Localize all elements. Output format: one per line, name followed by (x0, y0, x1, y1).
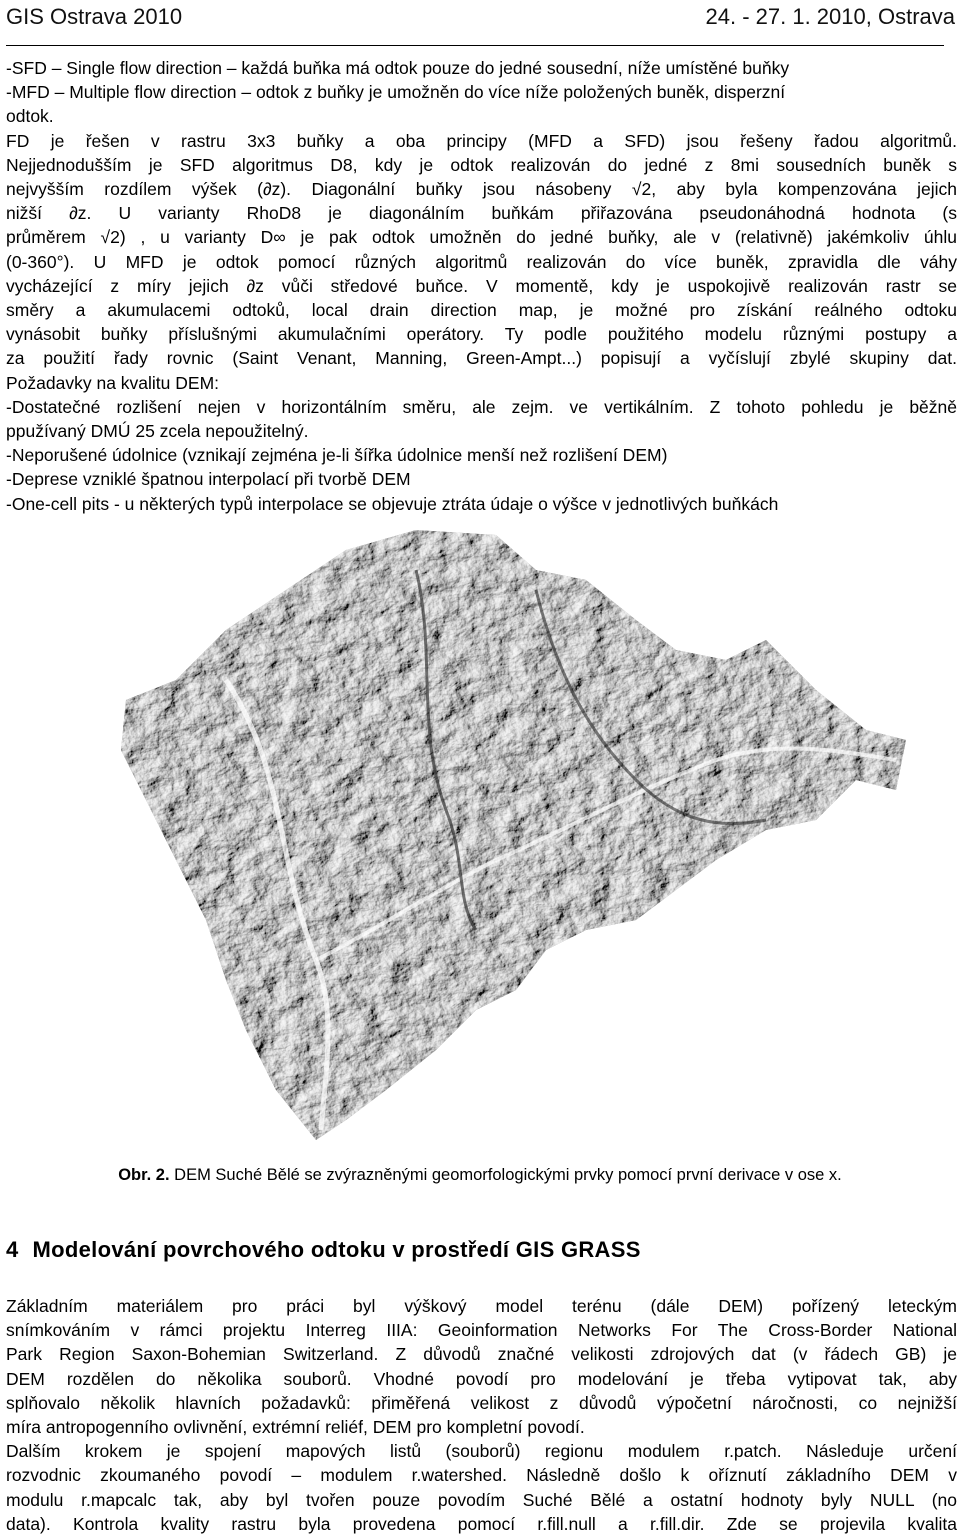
text-line: -SFD – Single flow direction – každá buňka má odtok pouze do jedné sousední, níže umístěné buňky (6, 58, 790, 78)
text-line: směry a akumulacemi odtoků, local drain direction map, je možné pro získání reálného odtoku (6, 300, 957, 321)
text-line: data). Kontrola kvality rastru byla provedena pomocí r.fill.null a r.fill.dir. Zde se projevila kvalita (6, 1513, 957, 1534)
top-paragraphs (6, 56, 957, 516)
dem-relief-map (116, 530, 908, 1150)
text-line: Požadavky na kvalitu DEM: (6, 372, 220, 393)
text-line: -Deprese vzniklé špatnou interpolací při tvorbě DEM (6, 469, 411, 490)
caption-text: DEM Suché Bělé se zvýrazněnými geomorfologickými prvky pomocí první derivace v ose x. (169, 1166, 842, 1184)
text-line: snímkováním v rámci projektu Interreg IIIA: Geoinformation Networks For The Cross-Border National (6, 1320, 957, 1341)
caption-label: Obr. 2. (118, 1166, 170, 1184)
text-line: -Dostatečné rozlišení nejen v horizontálním směru, ale zejm. ve vertikálním. Z tohoto pohledu je běžně (6, 396, 957, 417)
text-line: vycházející z míry jejich ∂z vůči středové buňce. V momentě, kdy je uspokojivě realizován rastr se (6, 275, 957, 296)
section-heading (6, 1234, 946, 1266)
text-line: Základním materiálem pro práci byl výškový model terénu (dále DEM) pořízený leteckým (6, 1296, 957, 1316)
header-rule (6, 45, 944, 46)
section-title-text: Modelování povrchového odtoku v prostředí GIS GRASS (32, 1237, 641, 1262)
text-line: nejvyšším rozdílem výšek (∂z). Diagonální buňky jsou násobeny √2, aby byla kompenzována jejich (6, 179, 957, 200)
text-line: ppužívaný DMÚ 25 zcela nepoužitelný. (6, 421, 309, 442)
figure-caption (0, 1163, 960, 1187)
text-line: modulu r.mapcalc tak, aby byl tvořen pouze povodím Suché Bělé a ostatní hodnoty byly NULL (no (6, 1489, 957, 1510)
dem-hillshade (116, 530, 908, 1150)
page-header (6, 2, 955, 32)
text-line: splňovalo několik hlavních požadavků: přiměřená velikost z důvodů výpočetní náročnosti, co nejnižší (6, 1392, 957, 1413)
text-line: Dalším krokem je spojení mapových listů (souborů) regionu modulem r.patch. Následuje určení (6, 1441, 957, 1462)
text-line: -One-cell pits - u některých typů interpolace se objevuje ztráta údaje o výšce v jednotlivých buňkách (6, 493, 779, 514)
bottom-paragraphs (6, 1294, 957, 1536)
text-line: -Neporušené údolnice (vznikají zejména je-li šířka údolnice menší než rozlišení DEM) (6, 445, 668, 466)
conference-date-place: 24. - 27. 1. 2010, Ostrava (705, 4, 955, 29)
text-line: za použití řady rovnic (Saint Venant, Manning, Green-Ampt...) popisují a vyčíslují zbylé skupiny dat. (6, 348, 957, 369)
text-line: Park Region Saxon-Bohemian Switzerland. Z důvodů značné velikosti zdrojových dat (v řádech GB) je (6, 1344, 957, 1365)
text-line: rozvodnic zkoumaného povodí – modulem r.watershed. Následně došlo k oříznutí základního DEM v (6, 1465, 957, 1486)
section-number: 4 (6, 1237, 19, 1262)
text-line: FD je řešen v rastru 3x3 buňky a oba principy (MFD a SFD) jsou řešeny řadou algoritmů. (6, 130, 957, 151)
text-line: míra antropogenního ovlivnění, extrémní reliéf, DEM pro kompletní povodí. (6, 1417, 585, 1438)
text-line: odtok. (6, 106, 54, 127)
text-line: Nejjednodušším je SFD algoritmus D8, kdy je odtok realizován do jedné z 8mi sousedních buněk s (6, 154, 957, 175)
text-line: průměrem √2) , u varianty D∞ je pak odtok umožněn do jedné buňky, ale v (relativně) jakémkoliv úhlu (6, 227, 957, 248)
text-line: -MFD – Multiple flow direction – odtok z buňky je umožněn do více níže položených buněk, disperzní (6, 82, 786, 103)
text-line: nižší ∂z. U varianty RhoD8 je diagonálním buňkám přiřazována pseudonáhodná hodnota (s (6, 203, 957, 224)
text-line: DEM rozdělen do několika souborů. Vhodné povodí pro modelování je třeba vytipovat tak, aby (6, 1368, 957, 1389)
text-line: vynásobit buňky příslušnými akumulačními operátory. Ty podle použitého modelu různými postupy a (6, 324, 957, 345)
text-line: (0-360°). U MFD je odtok pomocí různých algoritmů realizován do více buněk, zpravidla dle váhy (6, 251, 957, 272)
dem-figure (116, 530, 908, 1150)
conference-name: GIS Ostrava 2010 (6, 4, 183, 29)
